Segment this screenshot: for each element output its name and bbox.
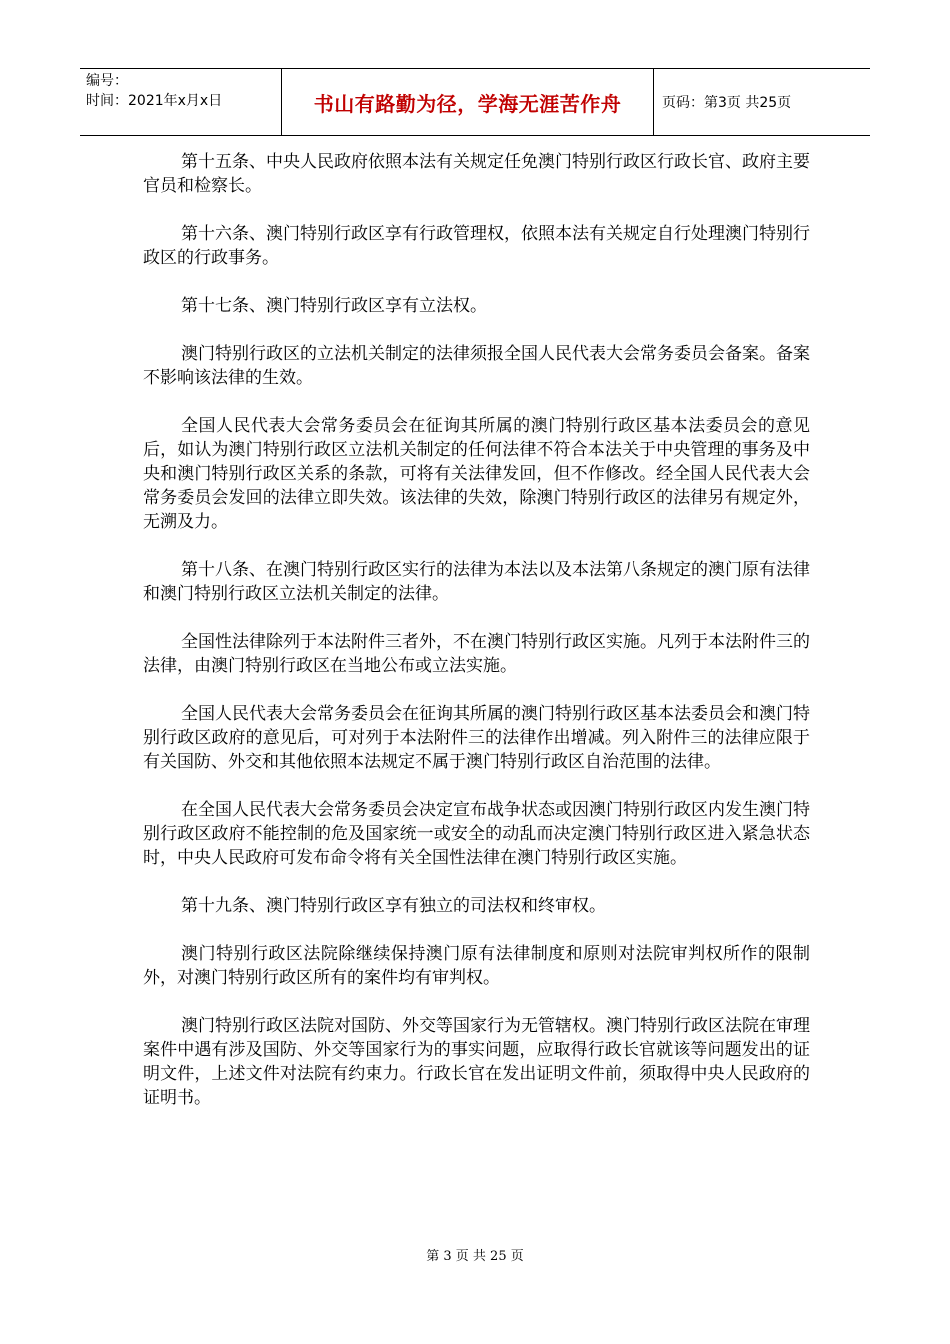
page-header (80, 68, 870, 136)
paragraph: 在全国人民代表大会常务委员会决定宣布战争状态或因澳门特别行政区内发生澳门特别行政区政府不能控制的危及国家统一或安全的动乱而决定澳门特别行政区进入紧急状态时，中央人民政府可发布命令将有关全国性法律在澳门特别行政区实施。 (143, 800, 810, 868)
paragraph: 澳门特别行政区法院对国防、外交等国家行为无管辖权。澳门特别行政区法院在审理案件中遇有涉及国防、外交等国家行为的事实问题，应取得行政长官就该等问题发出的证明文件，上述文件对法院有约束力。行政长官在发出证明文件前，须取得中央人民政府的证明书。 (143, 1016, 810, 1108)
document-body (143, 150, 810, 1134)
paragraph-article-17: 第十七条、澳门特别行政区享有立法权。 (181, 296, 487, 316)
document-code: 编号： (86, 73, 128, 89)
paragraph: 澳门特别行政区法院除继续保持澳门原有法律制度和原则对法院审判权所作的限制外，对澳门特别行政区所有的案件均有审判权。 (143, 944, 810, 988)
paragraph: 澳门特别行政区的立法机关制定的法律须报全国人民代表大会常务委员会备案。备案不影响该法律的生效。 (143, 344, 810, 388)
header-motto: 书山有路勤为径，学海无涯苦作舟 (282, 69, 654, 135)
header-page-info: 页码：第3页 共25页 (662, 95, 792, 111)
paragraph: 全国性法律除列于本法附件三者外，不在澳门特别行政区实施。凡列于本法附件三的法律，由澳门特别行政区在当地公布或立法实施。 (143, 632, 810, 676)
paragraph: 全国人民代表大会常务委员会在征询其所属的澳门特别行政区基本法委员会和澳门特别行政区政府的意见后，可对列于本法附件三的法律作出增减。列入附件三的法律应限于有关国防、外交和其他依照本法规定不属于澳门特别行政区自治范围的法律。 (143, 704, 810, 772)
page-footer: 第 3 页 共 25 页 (426, 1249, 524, 1264)
paragraph-article-19: 第十九条、澳门特别行政区享有独立的司法权和终审权。 (181, 896, 606, 916)
paragraph-article-18: 第十八条、在澳门特别行政区实行的法律为本法以及本法第八条规定的澳门原有法律和澳门特别行政区立法机关制定的法律。 (143, 560, 810, 604)
paragraph-article-16: 第十六条、澳门特别行政区享有行政管理权，依照本法有关规定自行处理澳门特别行政区的行政事务。 (143, 224, 810, 268)
header-meta (80, 69, 282, 135)
paragraph: 全国人民代表大会常务委员会在征询其所属的澳门特别行政区基本法委员会的意见后，如认为澳门特别行政区立法机关制定的任何法律不符合本法关于中央管理的事务及中央和澳门特别行政区关系的条款，可将有关法律发回，但不作修改。经全国人民代表大会常务委员会发回的法律立即失效。该法律的失效，除澳门特别行政区的法律另有规定外，无溯及力。 (143, 416, 810, 532)
document-date: 时间：2021年x月x日 (86, 93, 223, 109)
paragraph-article-15: 第十五条、中央人民政府依照本法有关规定任免澳门特别行政区行政长官、政府主要官员和检察长。 (143, 152, 810, 196)
